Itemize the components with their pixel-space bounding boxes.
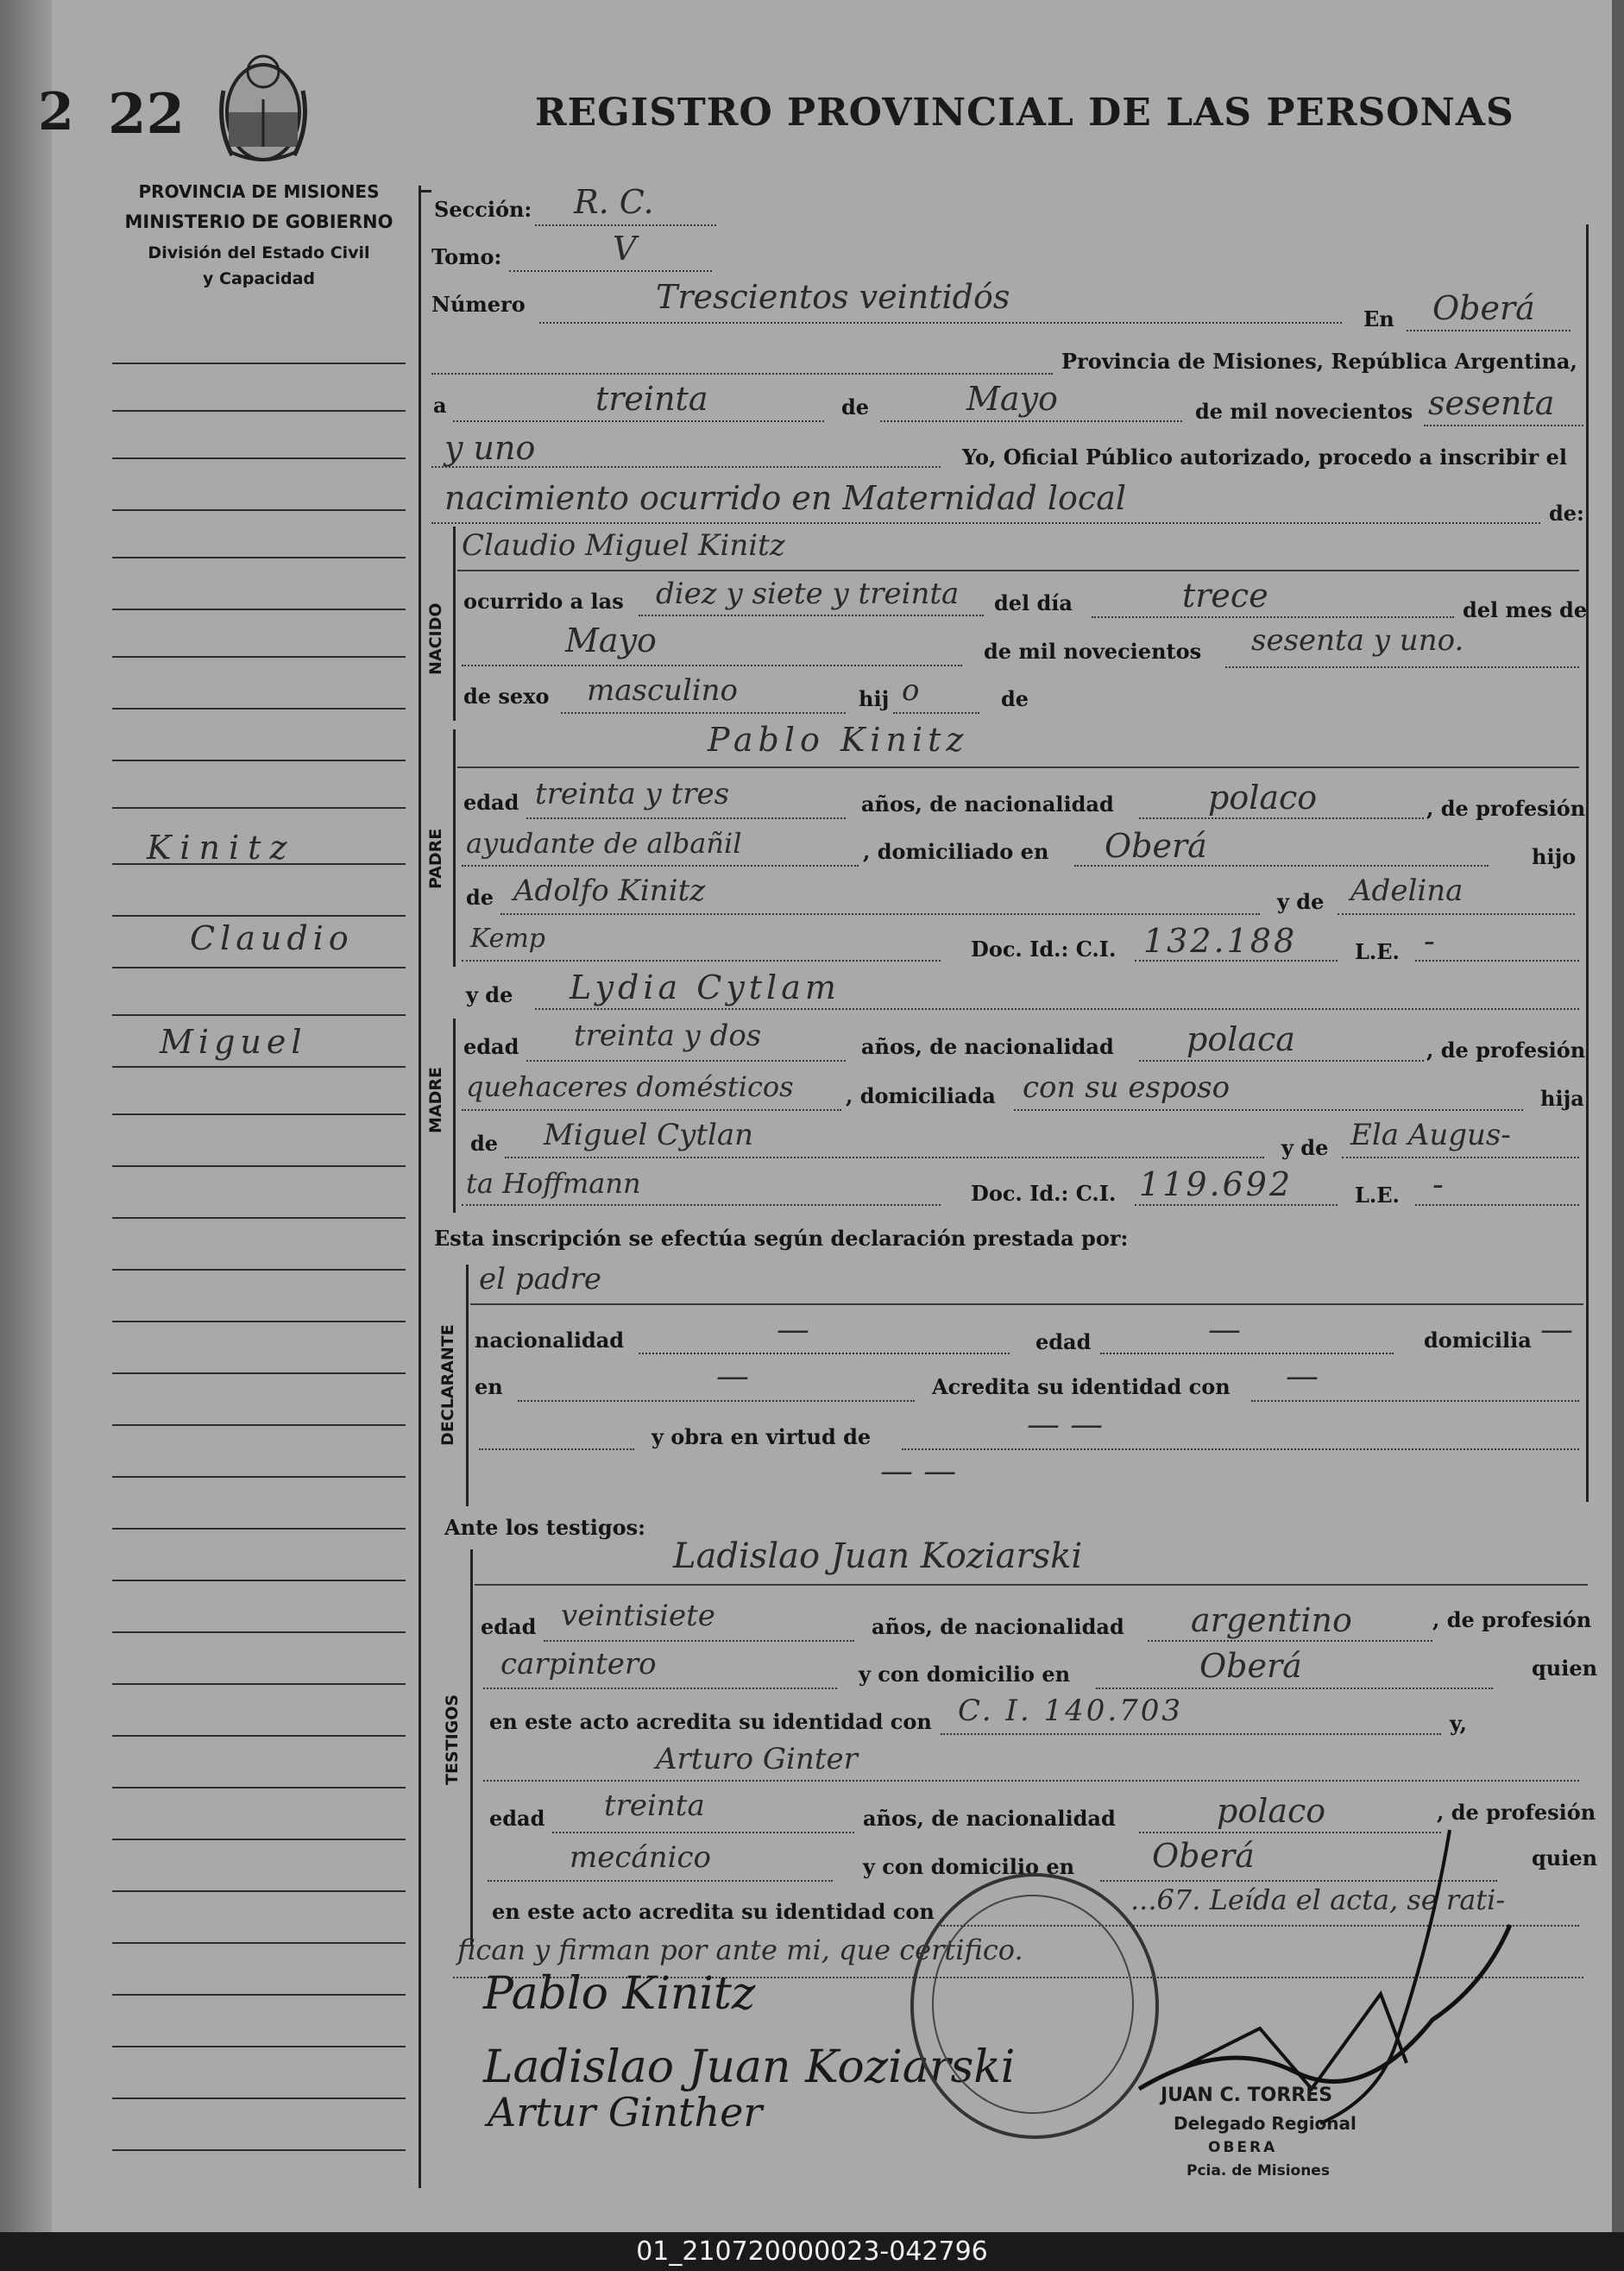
madre-padre: Miguel Cytlan — [544, 1118, 754, 1152]
obra-virtud-dash-2: — — — [880, 1452, 957, 1490]
domiciliada-label: , domiciliada — [846, 1083, 996, 1108]
padre-profesion: ayudante de albañil — [466, 827, 742, 860]
madre-ci: 119.692 — [1139, 1165, 1294, 1203]
testigos-bracket — [470, 1549, 473, 1946]
mes-nacimiento: Mayo — [565, 621, 657, 659]
padre-de-label: de — [466, 885, 494, 910]
madre-tag: MADRE — [426, 1067, 445, 1134]
dia-nacimiento: trece — [1182, 577, 1268, 615]
testigo1-profesion: carpintero — [500, 1647, 657, 1681]
padre-bracket — [453, 729, 456, 967]
madre-madre-a: Ela Augus- — [1350, 1118, 1511, 1152]
anio-inscripcion-b: y uno — [444, 429, 536, 467]
form-left-border — [419, 186, 421, 2188]
padre-doc-label: Doc. Id.: C.I. — [971, 937, 1117, 962]
inscripcion-text: Esta inscripción se efectúa según declaración prestada por: — [434, 1226, 1129, 1251]
nacido-tag: NACIDO — [426, 602, 445, 675]
padre-padre: Adolfo Kinitz — [513, 874, 706, 908]
padre-tag: PADRE — [426, 828, 445, 890]
cierre-b: fican y firman por ante mi, que certifico. — [457, 1934, 1023, 1966]
padre-edad-label: edad — [463, 790, 519, 815]
madre-profesion-label: , de profesión — [1426, 1038, 1586, 1063]
acredita-label: Acredita su identidad con — [932, 1374, 1231, 1399]
padre-nacionalidad: polaco — [1208, 779, 1318, 817]
padre-madre-a: Adelina — [1350, 874, 1463, 908]
madre-bracket — [453, 1019, 456, 1213]
hija-label: hija — [1540, 1086, 1584, 1111]
document-title: REGISTRO PROVINCIAL DE LAS PERSONAS — [535, 91, 1514, 135]
form-right-border — [1586, 224, 1589, 1502]
del-dia-label: del día — [994, 590, 1073, 615]
numero-label: Número — [431, 292, 526, 317]
testigo1-quien-label: quien — [1532, 1656, 1598, 1681]
madre-domicilio: con su esposo — [1023, 1070, 1231, 1105]
ministry-line-1: PROVINCIA DE MISIONES — [138, 181, 380, 202]
tomo-label: Tomo: — [431, 244, 502, 269]
stamp-city: OBERA — [1208, 2139, 1278, 2156]
declarante-bracket — [466, 1265, 469, 1506]
de-mil-novecientos-label: de mil novecientos — [1195, 399, 1413, 424]
page-edge — [1612, 0, 1624, 2232]
testigo1-domicilio-label: y con domicilio en — [859, 1662, 1071, 1687]
margin-surname: Kinitz — [147, 829, 296, 867]
del-mes-label: del mes de — [1463, 597, 1588, 622]
sexo-label: de sexo — [463, 684, 550, 709]
testigo2-profesion-label: , de profesión — [1437, 1800, 1596, 1825]
acta-detalle: nacimiento ocurrido en Maternidad local — [444, 479, 1127, 517]
declarante-tag: DECLARANTE — [438, 1324, 457, 1446]
coat-of-arms-icon — [211, 39, 315, 168]
madre-edad: treinta y dos — [574, 1019, 762, 1053]
testigo2-edad-label: edad — [489, 1806, 545, 1831]
testigo1-nacionalidad-label: años, de nacionalidad — [872, 1614, 1124, 1639]
testigo2-nacionalidad: polaco — [1217, 1792, 1326, 1830]
official-seal-inner-ring — [932, 1895, 1134, 2114]
sexo-value: masculino — [587, 673, 739, 708]
padre-domicilio: Oberá — [1105, 827, 1207, 865]
padre-madre-b: Kemp — [470, 924, 546, 954]
padre-ci: 132.188 — [1143, 922, 1298, 960]
acredita-dash: — — [1286, 1357, 1319, 1395]
padre-y-de-label: y de — [1277, 889, 1325, 914]
mes-inscripcion: Mayo — [966, 380, 1058, 418]
madre-nacionalidad-label: años, de nacionalidad — [861, 1034, 1114, 1059]
testigo2-quien-label: quien — [1532, 1845, 1598, 1870]
a-label: a — [433, 393, 447, 418]
hijo-sufijo: o — [902, 673, 920, 708]
madre-madre-b: ta Hoffmann — [466, 1167, 641, 1200]
padre-le: - — [1424, 922, 1435, 960]
binding-spine — [0, 0, 52, 2232]
domiciliado-label: , domiciliado en — [863, 839, 1049, 864]
declarante-edad-dash: — — [1208, 1310, 1241, 1348]
nombre-nacido: Claudio Miguel Kinitz — [462, 528, 785, 563]
stamp-name: JUAN C. TORRES — [1161, 2085, 1333, 2106]
testigo2-domicilio-label: y con domicilio en — [863, 1854, 1075, 1879]
seccion-label: Sección: — [434, 197, 532, 222]
hijo-label: hijo — [1532, 844, 1577, 869]
obra-virtud-label: y obra en virtud de — [651, 1424, 872, 1449]
yo-oficial-text: Yo, Oficial Público autorizado, procedo a inscribir el — [962, 445, 1568, 470]
testigo2-edad: treinta — [604, 1788, 705, 1823]
tomo-value: V — [613, 230, 637, 268]
madre-doc-label: Doc. Id.: C.I. — [971, 1181, 1117, 1206]
stamp-role: Delegado Regional — [1174, 2113, 1356, 2134]
declarante-edad-label: edad — [1035, 1329, 1092, 1354]
stamp-province: Pcia. de Misiones — [1187, 2162, 1330, 2180]
seccion-value: R. C. — [574, 183, 654, 221]
ante-testigos-label: Ante los testigos: — [444, 1515, 646, 1540]
declarante-nacionalidad-dash: — — [777, 1310, 809, 1348]
hora-nacimiento: diez y siete y treinta — [656, 577, 960, 611]
madre-nombre: Lydia Cytlam — [570, 968, 840, 1006]
de-label: de — [841, 394, 870, 420]
declarante-nacionalidad-label: nacionalidad — [475, 1328, 625, 1353]
madre-edad-label: edad — [463, 1034, 519, 1059]
testigo2-nombre: Arturo Ginter — [656, 1742, 858, 1776]
testigo2-profesion: mecánico — [570, 1840, 711, 1875]
declarante-value: el padre — [479, 1262, 601, 1296]
firma-testigo-1: Ladislao Juan Koziarski — [483, 2041, 1016, 2093]
testigo1-nacionalidad: argentino — [1191, 1601, 1352, 1639]
hij-label: hij — [859, 686, 890, 711]
de-2-label: de — [1001, 686, 1029, 711]
de-mil-novecientos-2-label: de mil novecientos — [984, 639, 1202, 664]
madre-profesion: quehaceres domésticos — [466, 1070, 794, 1103]
nacido-bracket — [453, 527, 456, 721]
image-filename: 01_210720000023-042796 — [636, 2236, 988, 2267]
testigo1-y-label: y, — [1450, 1711, 1468, 1736]
dia-inscripcion: treinta — [595, 380, 708, 418]
page-number: 22 — [108, 82, 186, 147]
padre-le-label: L.E. — [1355, 939, 1400, 964]
madre-le-label: L.E. — [1355, 1183, 1400, 1208]
declarante-en-label: en — [475, 1374, 503, 1399]
declarante-en-dash: — — [716, 1357, 749, 1395]
testigo1-edad-label: edad — [481, 1614, 537, 1639]
ministry-line-4: y Capacidad — [203, 269, 315, 288]
padre-edad: treinta y tres — [535, 777, 730, 811]
provincia-text: Provincia de Misiones, República Argentina, — [1061, 349, 1577, 374]
testigo1-ci: C. I. 140.703 — [958, 1694, 1184, 1728]
testigo1-domicilio: Oberá — [1199, 1647, 1302, 1685]
madre-le: - — [1432, 1165, 1444, 1203]
testigo1-edad: veintisiete — [561, 1599, 715, 1633]
testigo2-nacionalidad-label: años, de nacionalidad — [863, 1806, 1116, 1831]
testigos-tag: TESTIGOS — [443, 1694, 462, 1785]
testigo1-nombre: Ladislao Juan Koziarski — [673, 1536, 1083, 1576]
de-colon-label: de: — [1549, 501, 1584, 526]
padre-nombre: Pablo Kinitz — [708, 721, 969, 759]
anio-inscripcion-a: sesenta — [1428, 384, 1555, 422]
anio-nacimiento: sesenta y uno. — [1251, 623, 1464, 658]
madre-de-label: de — [470, 1131, 499, 1156]
ocurrido-label: ocurrido a las — [463, 589, 624, 614]
madre-y-de-2-label: y de — [1281, 1135, 1329, 1160]
margin-first-name: Claudio — [190, 919, 354, 957]
margin-middle-name: Miguel — [160, 1023, 307, 1061]
madre-y-de-label: y de — [466, 982, 513, 1007]
obra-virtud-dash: — — — [1027, 1405, 1104, 1443]
testigo2-acredita-label: en este acto acredita su identidad con — [492, 1899, 935, 1924]
cierre-a: ...67. Leída el acta, se rati- — [1130, 1883, 1506, 1916]
firma-padre: Pablo Kinitz — [483, 1968, 756, 2020]
padre-nacionalidad-label: años, de nacionalidad — [861, 792, 1114, 817]
padre-profesion-label: , de profesión — [1426, 796, 1586, 821]
form-top-corner — [419, 190, 431, 192]
ministry-line-2: MINISTERIO DE GOBIERNO — [124, 211, 393, 232]
testigo2-domicilio: Oberá — [1152, 1837, 1255, 1875]
declarante-domicilio-dash: — — [1540, 1310, 1573, 1348]
numero-value: Trescientos veintidós — [656, 278, 1010, 316]
firma-testigo-2: Artur Ginther — [488, 2089, 763, 2135]
ministry-line-3: División del Estado Civil — [148, 243, 370, 262]
page-number-left: 2 — [38, 82, 74, 142]
domicilia-label: domicilia — [1424, 1328, 1532, 1353]
madre-nacionalidad: polaca — [1187, 1020, 1295, 1058]
en-value: Oberá — [1432, 289, 1535, 327]
testigo1-acredita-label: en este acto acredita su identidad con — [489, 1709, 932, 1734]
testigo1-profesion-label: , de profesión — [1432, 1607, 1592, 1632]
en-label: En — [1363, 306, 1394, 331]
